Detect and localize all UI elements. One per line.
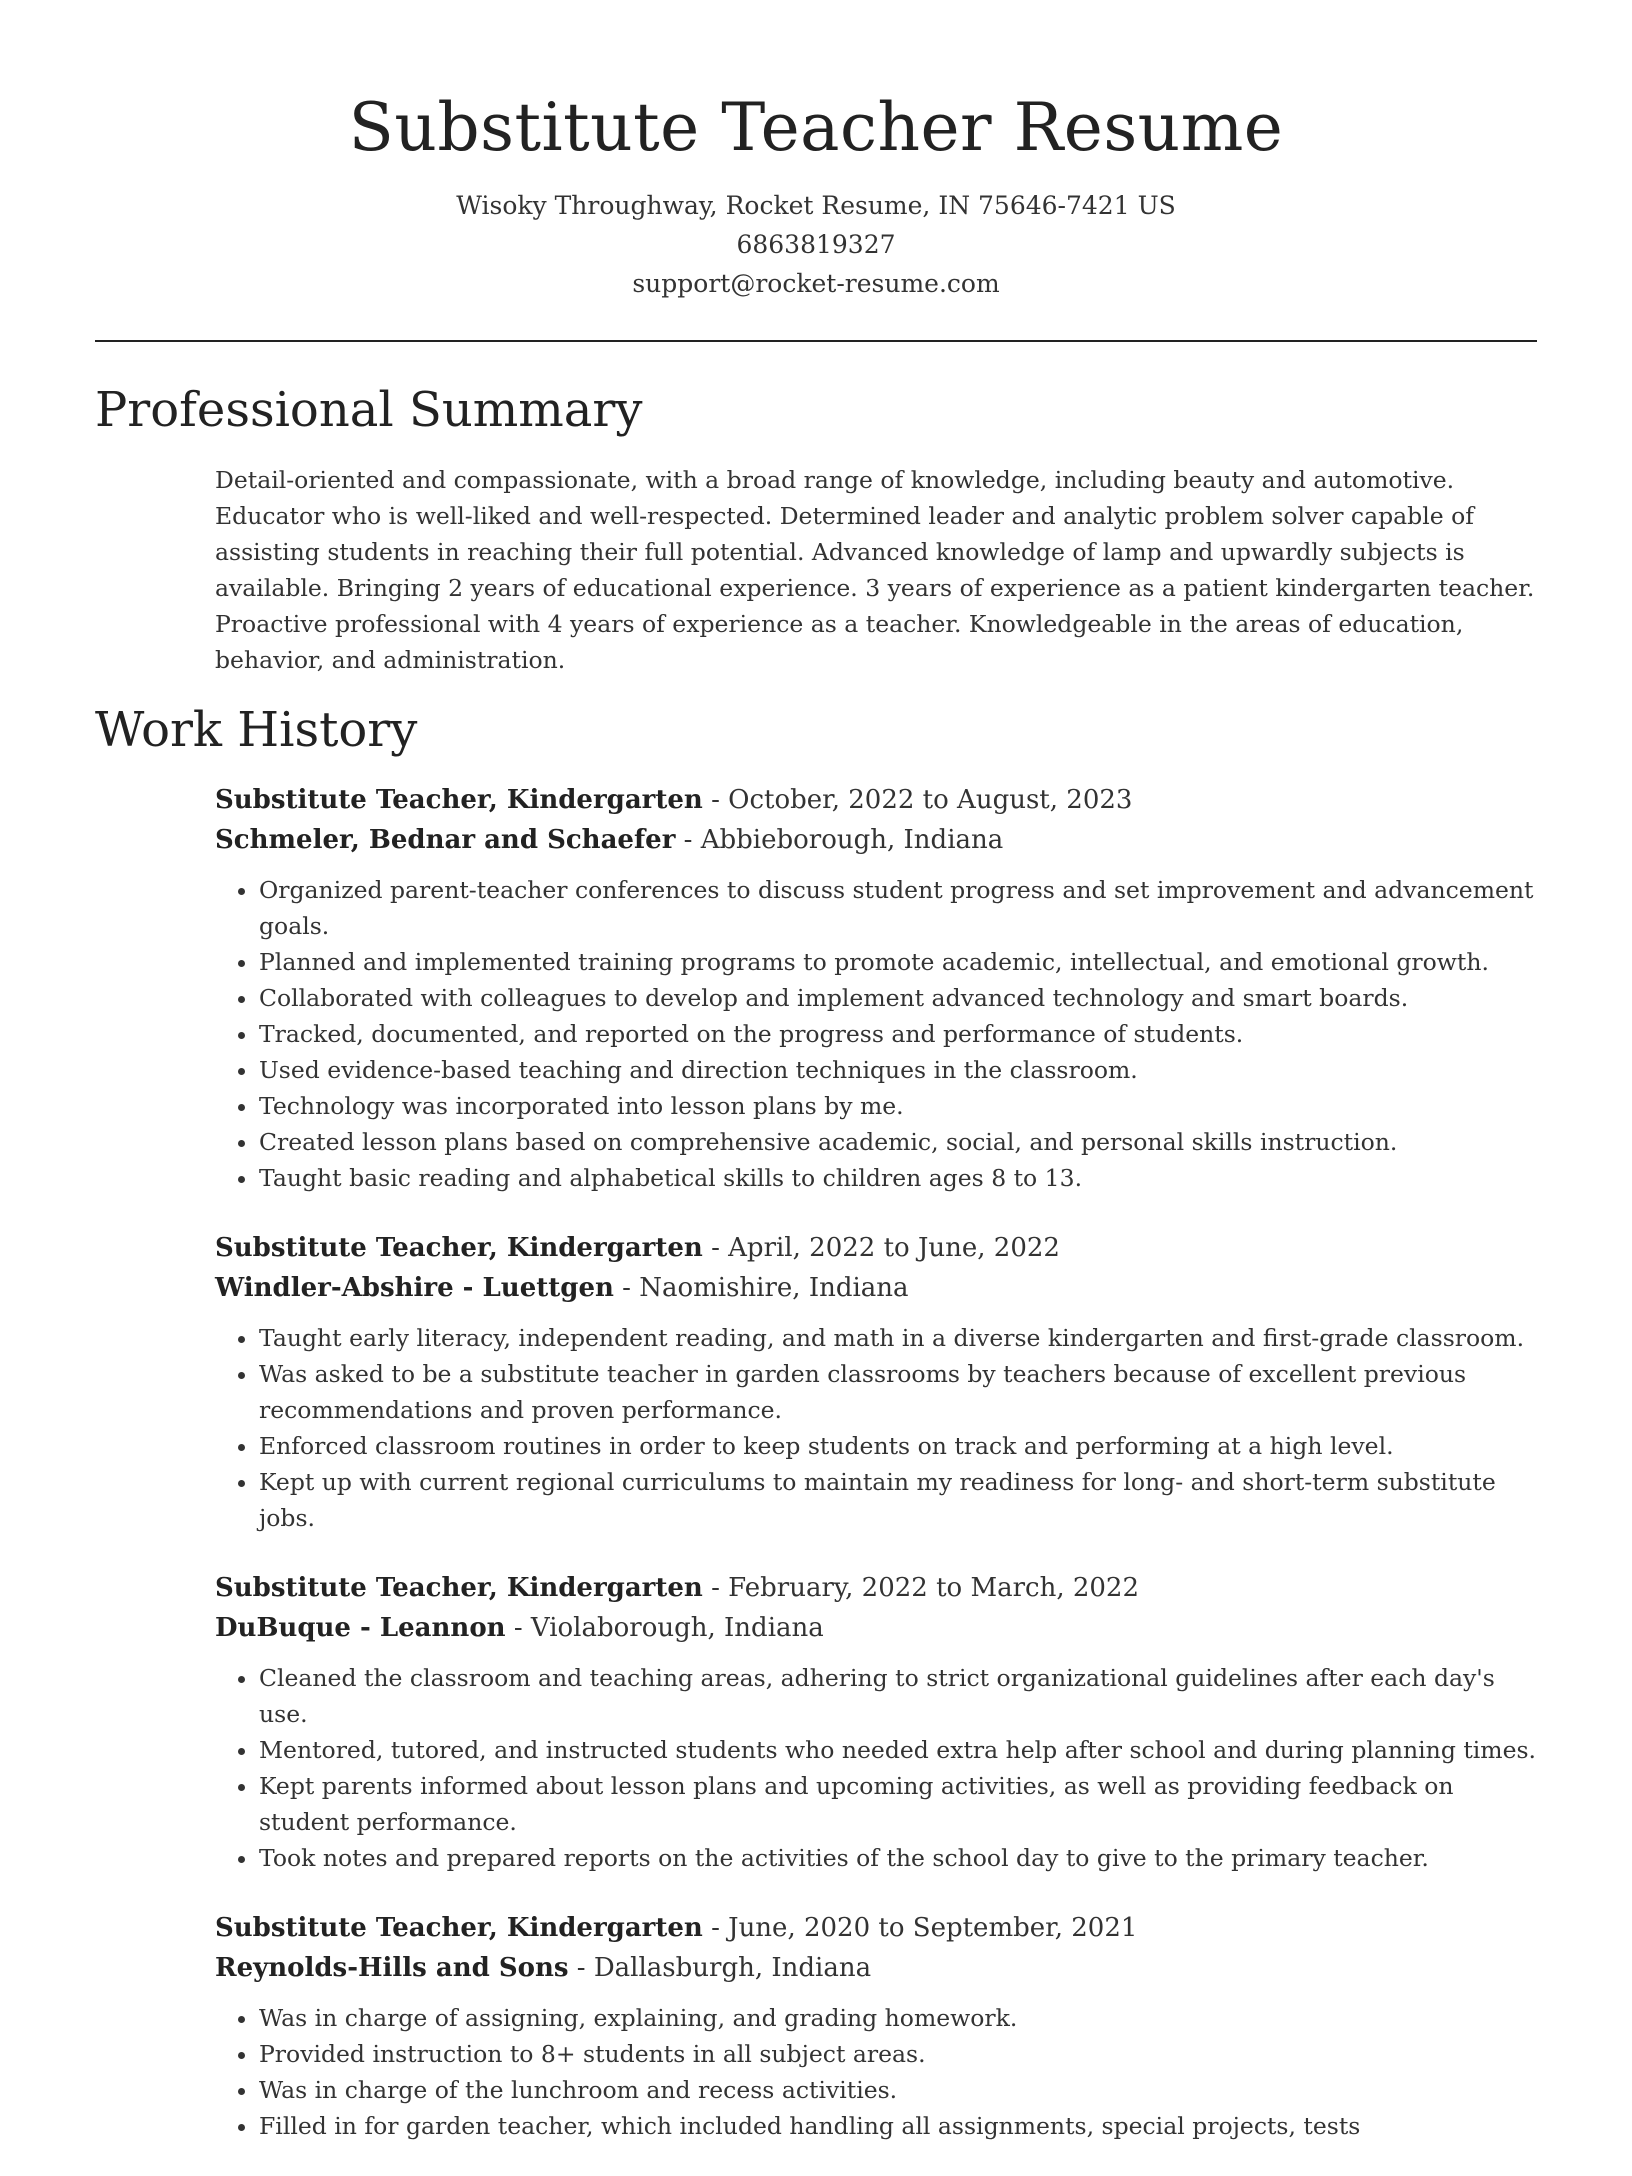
job-entry [215,1568,1545,1876]
job-location: - Violaborough, Indiana [505,1613,824,1643]
list-item: • Took notes and prepared reports on the activities of the school day to give to the primary teacher. [259,1840,1545,1876]
job-title-line [215,1908,1545,1948]
list-item: • Collaborated with colleagues to develop and implement advanced technology and smart boards. [259,980,1545,1016]
job-entry [215,1228,1545,1536]
job-employer-line [215,820,1545,860]
list-item: • Was in charge of the lunchroom and recess activities. [259,2072,1545,2108]
contact-block [0,186,1632,303]
list-item: • Cleaned the classroom and teaching areas, adhering to strict organizational guidelines after each day's use. [259,1660,1545,1732]
list-item: • Used evidence-based teaching and direction techniques in the classroom. [259,1052,1545,1088]
job-dates: - February, 2022 to March, 2022 [702,1573,1140,1603]
list-item: • Was asked to be a substitute teacher in garden classrooms by teachers because of excellent previous recommendations and proven performance. [259,1356,1545,1428]
list-item: • Was in charge of assigning, explaining, and grading homework. [259,2000,1545,2036]
job-duties [215,872,1545,1196]
job-employer: DuBuque - Leannon [215,1613,506,1643]
list-item: • Mentored, tutored, and instructed students who needed extra help after school and during planning times. [259,1732,1545,1768]
job-employer-line [215,1268,1545,1308]
job-dates: - October, 2022 to August, 2023 [702,785,1133,815]
job-title-line [215,780,1545,820]
list-item: • Organized parent-teacher conferences to discuss student progress and set improvement and advancement goals. [259,872,1545,944]
contact-email: support@rocket-resume.com [632,269,1000,298]
list-item: • Technology was incorporated into lesson plans by me. [259,1088,1545,1124]
contact-address: Wisoky Throughway, Rocket Resume, IN 75646-7421 US [456,191,1176,220]
job-employer-line [215,1948,1545,1988]
list-item: • Taught early literacy, independent reading, and math in a diverse kindergarten and first-grade classroom. [259,1320,1545,1356]
job-duties [215,2000,1545,2144]
list-item: • Created lesson plans based on comprehensive academic, social, and personal skills instruction. [259,1124,1545,1160]
list-item: • Kept up with current regional curriculums to maintain my readiness for long- and short-term substitute jobs. [259,1464,1545,1536]
job-employer: Windler-Abshire - Luettgen [215,1273,614,1303]
job-title-line [215,1228,1545,1268]
summary-heading: Professional Summary [95,382,643,438]
job-dates: - June, 2020 to September, 2021 [702,1913,1138,1943]
job-position: Substitute Teacher, Kindergarten [215,1913,703,1943]
resume-header [0,0,1632,303]
job-location: - Abbieborough, Indiana [675,825,1004,855]
list-item: • Planned and implemented training programs to promote academic, intellectual, and emotional growth. [259,944,1545,980]
header-divider [95,340,1537,342]
job-employer: Reynolds-Hills and Sons [215,1953,569,1983]
job-location: - Naomishire, Indiana [613,1273,909,1303]
list-item: • Provided instruction to 8+ students in all subject areas. [259,2036,1545,2072]
job-entry [215,1908,1545,2144]
work-history-list [215,780,1545,2176]
job-duties [215,1660,1545,1876]
list-item: • Tracked, documented, and reported on the progress and performance of students. [259,1016,1545,1052]
job-entry [215,780,1545,1196]
page-title: Substitute Teacher Resume [348,89,1284,166]
job-location: - Dallasburgh, Indiana [568,1953,872,1983]
job-title-line [215,1568,1545,1608]
job-position: Substitute Teacher, Kindergarten [215,1573,703,1603]
job-dates: - April, 2022 to June, 2022 [702,1233,1060,1263]
contact-phone: 6863819327 [736,230,896,259]
job-position: Substitute Teacher, Kindergarten [215,785,703,815]
job-employer-line [215,1608,1545,1648]
list-item: • Filled in for garden teacher, which included handling all assignments, special projects, tests [259,2108,1545,2144]
job-position: Substitute Teacher, Kindergarten [215,1233,703,1263]
list-item: • Taught basic reading and alphabetical skills to children ages 8 to 13. [259,1160,1545,1196]
list-item: • Enforced classroom routines in order to keep students on track and performing at a high level. [259,1428,1545,1464]
work-history-heading: Work History [95,702,418,758]
job-duties [215,1320,1545,1536]
list-item: • Kept parents informed about lesson plans and upcoming activities, as well as providing feedback on student performance. [259,1768,1545,1840]
summary-text: Detail-oriented and compassionate, with a broad range of knowledge, including beauty and automotive. Educator who is well-liked and well-respected. Determined leader and analytic problem solver capable of assisting students in reaching their full potential. Advanced knowledge of lamp and upwardly subjects is available. Bringing 2 years of educational experience. 3 years of experience as a patient kindergarten teacher. Proactive professional with 4 years of experience as a teacher. Knowledgeable in the areas of education, behavior, and administration. [215,466,1535,674]
job-employer: Schmeler, Bednar and Schaefer [215,825,676,855]
